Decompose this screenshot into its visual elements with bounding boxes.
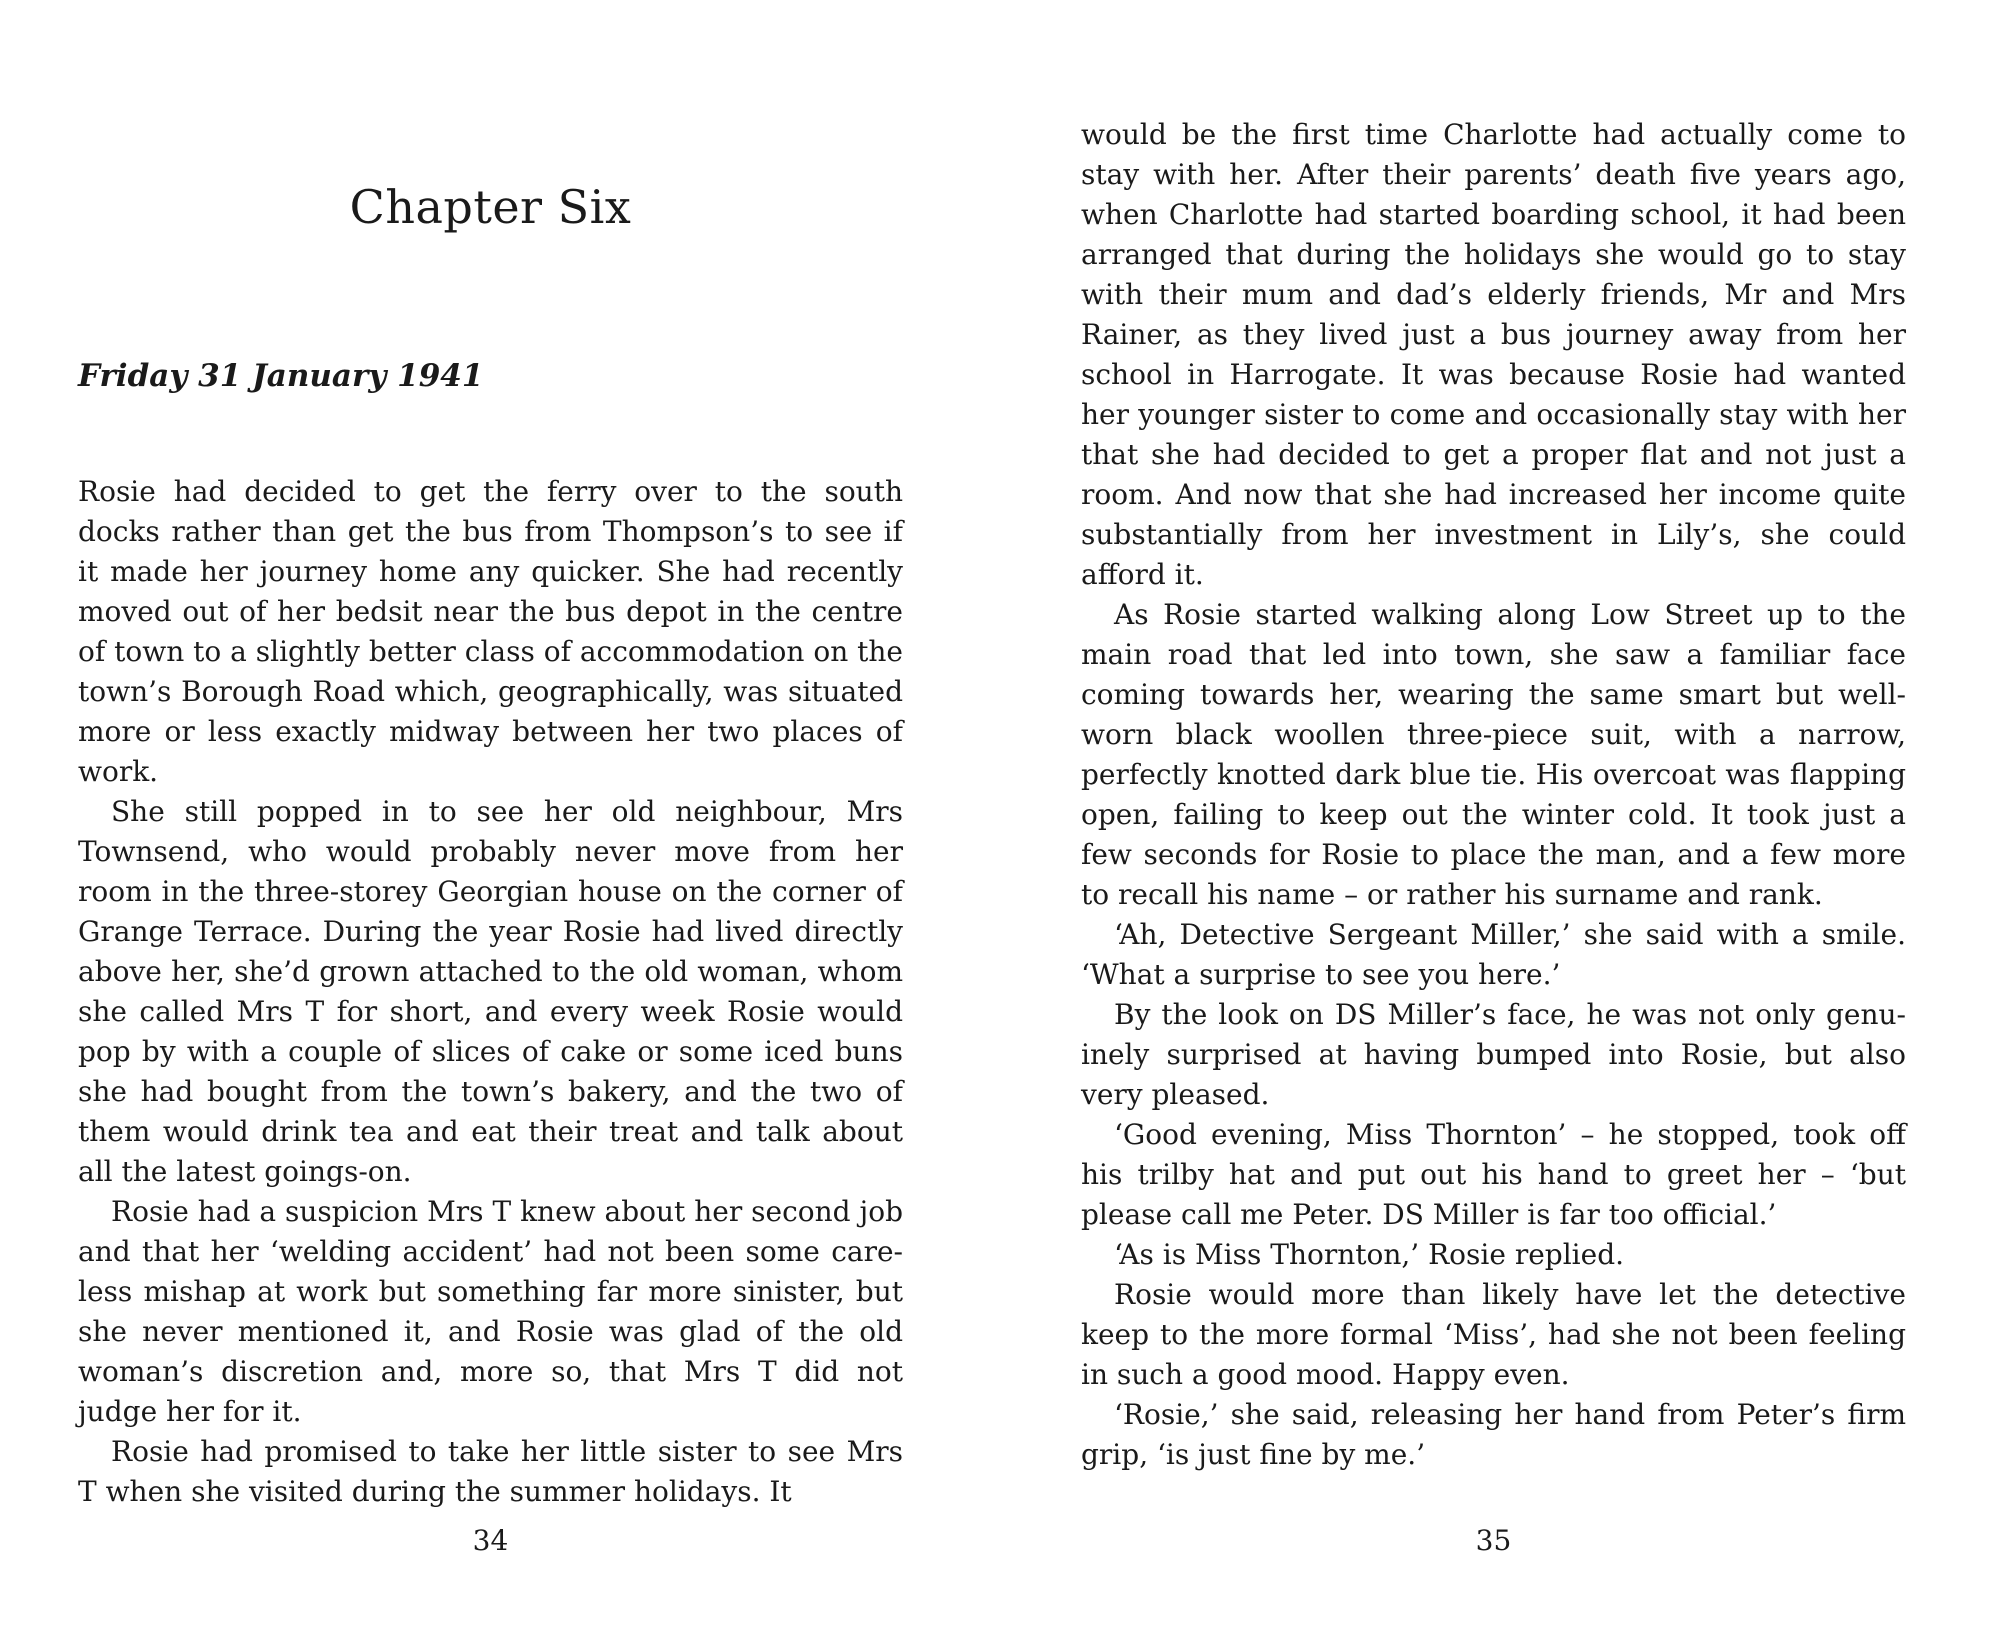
paragraph: ‘As is Miss Thornton,’ Rosie replied. [1114,1238,1625,1271]
paragraph: ‘Rosie,’ she said, releasing her hand from Peter’s firm grip, ‘is just fine by me.’ [1081,1398,1906,1471]
paragraph: ‘Ah, Detective Sergeant Miller,’ she said with a smile. ‘What a surprise to see you here.’ [1081,918,1906,991]
paragraph: By the look on DS Miller’s face, he was not only genu-inely surprised at having bumped into Rosie, but also very pleased. [1081,998,1906,1111]
right-page [1081,0,1906,1629]
page-number: 34 [472,1524,509,1557]
left-body-text [78,472,903,1512]
paragraph: ‘Good evening, Miss Thornton’ – he stopped, took off his trilby hat and put out his hand to greet her – ‘but please call me Peter. DS Miller is far too official.’ [1081,1118,1906,1231]
paragraph: As Rosie started walking along Low Street up to the main road that led into town, she saw a familiar face coming towards her, wearing the same smart but well-worn black woollen three-piece suit, with a narrow, perfectly knotted dark blue tie. His overcoat was flapping open, failing to keep out the winter cold. It took just a few seconds for Rosie to place the man, and a few more to recall his name – or rather his surname and rank. [1081,598,1906,911]
paragraph: would be the first time Charlotte had actually come to stay with her. After their parents’ death five years ago, when Charlotte had started boarding school, it had been arranged that during the holidays she would go to stay with their mum and dad’s elderly friends, Mr and Mrs Rainer, as they lived just a bus journey away from her school in Harrogate. It was because Rosie had wanted her younger sister to come and occasionally stay with her that she had decided to get a proper flat and not just a room. And now that she had increased her income quite substantially from her investment in Lily’s, she could afford it. [1081,118,1906,591]
page-number: 35 [1475,1524,1512,1557]
paragraph: Rosie would more than likely have let the detective keep to the more formal ‘Miss’, had she not been feeling in such a good mood. Happy even. [1081,1278,1906,1391]
date-heading: Friday 31 January 1941 [78,358,484,394]
chapter-title: Chapter Six [349,180,632,234]
paragraph: Rosie had decided to get the ferry over to the south docks rather than get the bus from Thompson’s to see if it made her journey home any quicker. She had recently moved out of her bedsit near the bus depot in the centre of town to a slightly better class of accommodation on the town’s Borough Road which, geographically, was situated more or less exactly midway between her two places of work. [78,475,903,788]
right-body-text [1081,115,1906,1475]
left-page [78,0,903,1629]
paragraph: Rosie had a suspicion Mrs T knew about her second job and that her ‘welding accident’ had not been some care-less mishap at work but something far more sinister, but she never mentioned it, and Rosie was glad of the old woman’s discretion and, more so, that Mrs T did not judge her for it. [78,1195,903,1428]
paragraph: Rosie had promised to take her little sister to see Mrs T when she visited during the summer holidays. It [78,1435,903,1508]
paragraph: She still popped in to see her old neighbour, Mrs Townsend, who would probably never move from her room in the three-storey Georgian house on the corner of Grange Terrace. During the year Rosie had lived directly above her, she’d grown attached to the old woman, whom she called Mrs T for short, and every week Rosie would pop by with a couple of slices of cake or some iced buns she had bought from the town’s bakery, and the two of them would drink tea and eat their treat and talk about all the latest goings-on. [78,795,903,1188]
